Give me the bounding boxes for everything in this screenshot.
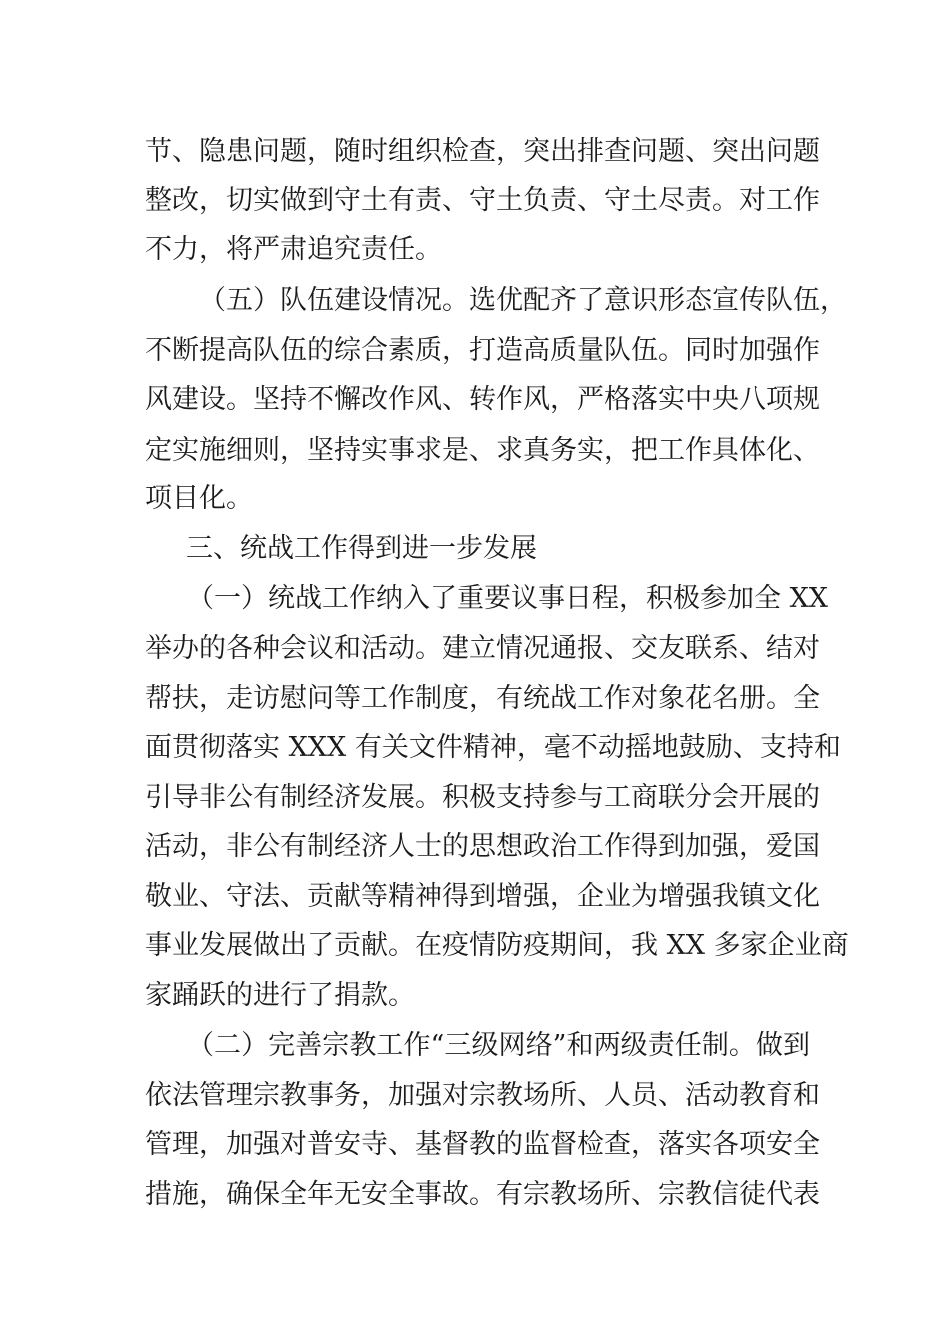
- paragraph-start-line: （五）队伍建设情况。选优配齐了意识形态宣传队伍，: [199, 285, 847, 316]
- text-line: 节、隐患问题，随时组织检查，突出排查问题、突出问题: [145, 136, 820, 167]
- text-line: 措施，确保全年无安全事故。有宗教场所、宗教信徒代表: [145, 1179, 820, 1210]
- text-line: 引导非公有制经济发展。积极支持参与工商联分会开展的: [145, 782, 820, 813]
- text-line: 帮扶，走访慰问等工作制度，有统战工作对象花名册。全: [145, 683, 820, 714]
- text-line: 管理，加强对普安寺、基督教的监督检查，落实各项安全: [145, 1129, 820, 1160]
- text-line: 举办的各种会议和活动。建立情况通报、交友联系、结对: [145, 633, 820, 664]
- section-heading: 三、统战工作得到进一步发展: [186, 533, 537, 564]
- paragraph-start-line: （二）完善宗教工作“三级网络”和两级责任制。做到: [187, 1030, 810, 1061]
- text-line: 项目化。: [145, 483, 253, 514]
- paragraph-start-line: （一）统战工作纳入了重要议事日程，积极参加全 XX: [187, 583, 829, 614]
- text-line: 敬业、守法、贡献等精神得到增强，企业为增强我镇文化: [145, 881, 820, 912]
- text-line: 活动，非公有制经济人士的思想政治工作得到加强，爱国: [145, 831, 820, 862]
- text-line: 面贯彻落实 XXX 有关文件精神，毫不动摇地鼓励、支持和: [145, 732, 841, 763]
- text-line: 家踊跃的进行了捐款。: [145, 980, 415, 1011]
- text-line: 风建设。坚持不懈改作风、转作风，严格落实中央八项规: [145, 384, 820, 415]
- text-line: 不力，将严肃追究责任。: [145, 234, 442, 265]
- text-line: 事业发展做出了贡献。在疫情防疫期间，我 XX 多家企业商: [145, 930, 849, 961]
- text-line: 依法管理宗教事务，加强对宗教场所、人员、活动教育和: [145, 1080, 820, 1111]
- text-line: 不断提高队伍的综合素质，打造高质量队伍。同时加强作: [145, 335, 820, 366]
- text-line: 整改，切实做到守土有责、守土负责、守土尽责。对工作: [145, 185, 820, 216]
- text-line: 定实施细则，坚持实事求是、求真务实，把工作具体化、: [145, 435, 820, 466]
